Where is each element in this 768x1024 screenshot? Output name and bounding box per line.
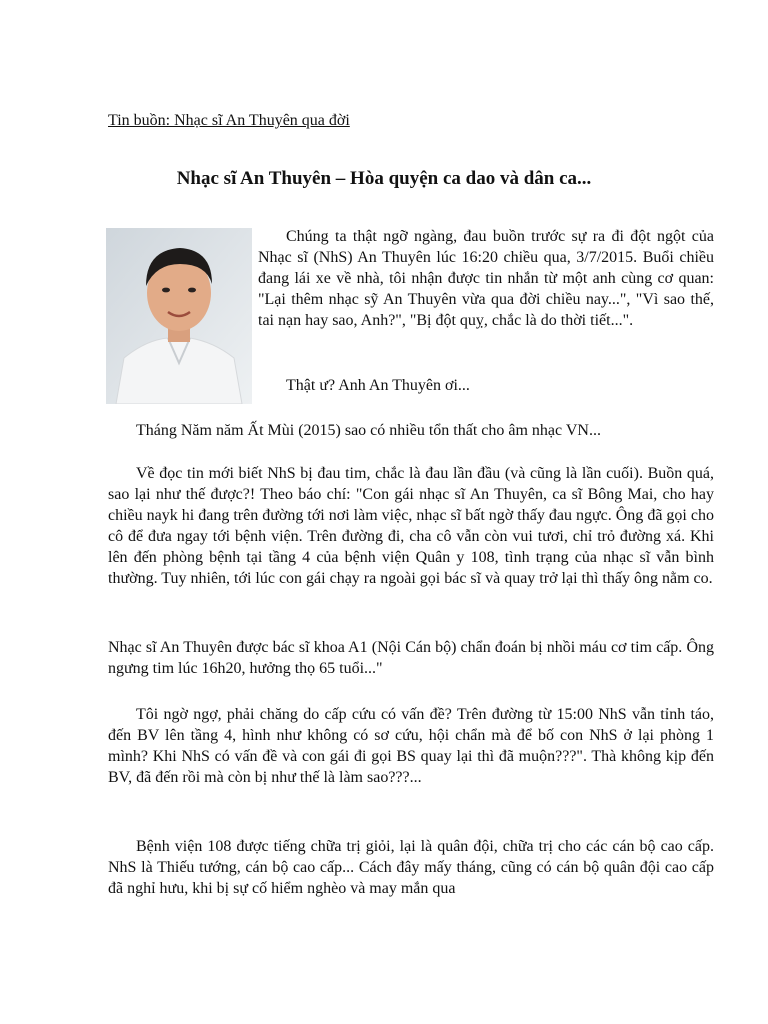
body-paragraph-2: Về đọc tin mới biết NhS bị đau tim, chắc là đau lần đầu (và cũng là lần cuối). Buồn quá, sao lại như thế được?! Theo báo chí: "Con gái nhạc sĩ An Thuyên, ca sĩ Bông Mai, cho hay chiều nayk hi đang trên đường tới nơi làm việc, nhạc sĩ bất ngờ thấy đau ngực. Ông đã gọi cho cô để đưa ngay tới bệnh viện. Trên đường đi, cha cô vẫn còn vui tươi, chỉ trỏ đường xá. Khi lên đến phòng bệnh tại tầng 4 của bệnh viện Quân y 108, tình trạng của nhạc sĩ vẫn bình thường. Tuy nhiên, tới lúc con gái chạy ra ngoài gọi bác sĩ và quay trở lại thì thấy ông nằm co. xyxy=(108,465,714,587)
news-kicker: Tin buồn: Nhạc sĩ An Thuyên qua đời xyxy=(108,112,350,129)
article-title: Nhạc sĩ An Thuyên – Hòa quyện ca dao và dân ca... xyxy=(176,168,592,189)
intro-paragraph: Chúng ta thật ngỡ ngàng, đau buồn trước sự ra đi đột ngột của Nhạc sĩ (NhS) An Thuyên lúc 16:20 chiều qua, 3/7/2015. Buổi chiều đang lái xe về nhà, tôi nhận được tin nhắn từ một anh cùng cơ quan: "Lại thêm nhạc sỹ An Thuyên vừa qua đời chiều nay...", "Vì sao thế, tai nạn hay sao, Anh?", "Bị đột quỵ, chắc là do thời tiết...". xyxy=(258,228,714,329)
body-paragraph-1: Tháng Năm năm Ất Mùi (2015) sao có nhiều tổn thất cho âm nhạc VN... xyxy=(136,422,601,439)
body-paragraph-5: Bệnh viện 108 được tiếng chữa trị giỏi, lại là quân đội, chữa trị cho các cán bộ cao cấp. NhS là Thiếu tướng, cán bộ cao cấp... Cách đây mấy tháng, cũng có cán bộ quân đội cao cấp đã nghỉ hưu, khi bị sự cố hiểm nghèo và may mắn qua xyxy=(108,838,714,897)
portrait-photo xyxy=(106,228,252,404)
short-paragraph: Thật ư? Anh An Thuyên ơi... xyxy=(286,377,470,394)
body-paragraph-3: Nhạc sĩ An Thuyên được bác sĩ khoa A1 (Nội Cán bộ) chẩn đoán bị nhồi máu cơ tim cấp. Ông ngưng tim lúc 16h20, hưởng thọ 65 tuổi..." xyxy=(108,639,714,677)
body-paragraph-4: Tôi ngờ ngợ, phải chăng do cấp cứu có vấn đề? Trên đường từ 15:00 NhS vẫn tỉnh táo, đến BV lên tầng 4, hình như không có sơ cứu, hội chẩn mà để bố con NhS ở lại phòng 1 mình? Khi NhS có vấn đề và con gái đi gọi BS quay lại thì đã muộn???". Thà không kịp đến BV, đã đến rồi mà còn bị như thế là làm sao???... xyxy=(108,706,714,786)
